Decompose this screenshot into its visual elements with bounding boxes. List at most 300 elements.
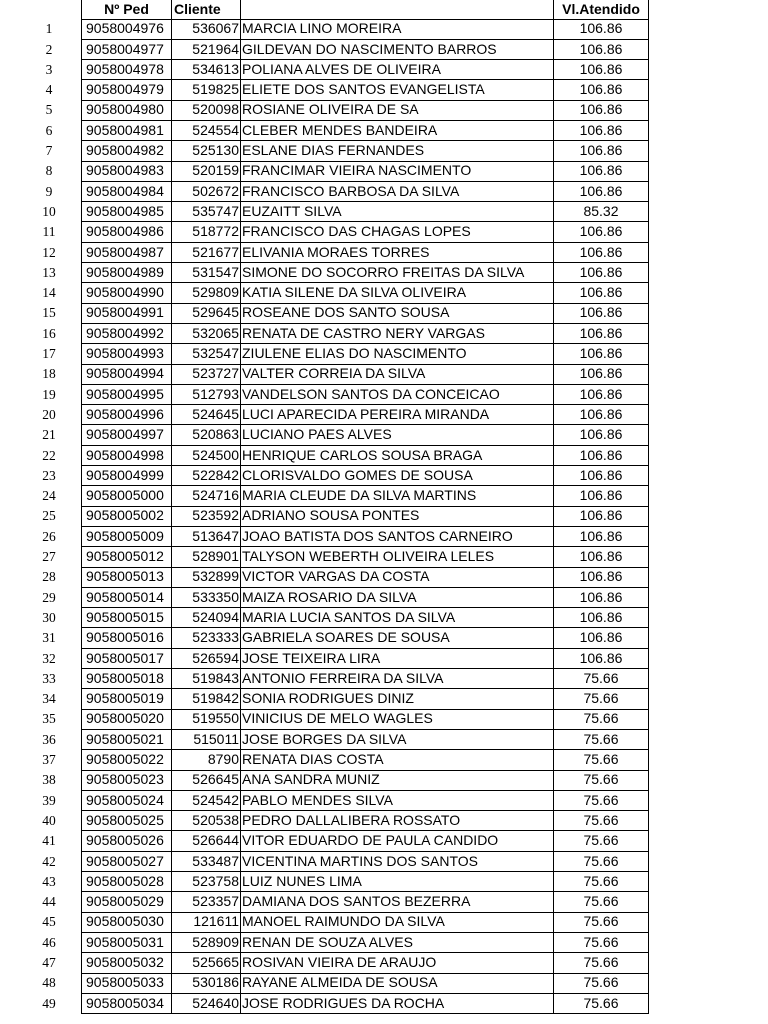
table-row: [0, 994, 768, 1015]
client-id-cell: 519825: [172, 80, 241, 100]
order-number-cell: 9058004983: [82, 161, 172, 181]
client-id-cell: 520159: [172, 161, 241, 181]
client-name-cell: HENRIQUE CARLOS SOUSA BRAGA: [241, 446, 554, 466]
order-number-cell: 9058004986: [82, 222, 172, 242]
table-row: [0, 202, 768, 223]
client-name-cell: RENAN DE SOUZA ALVES: [241, 933, 554, 953]
order-number-cell: 9058004997: [82, 425, 172, 445]
table-row: [0, 364, 768, 385]
order-number-cell: 9058004980: [82, 100, 172, 120]
row-number: 31: [42, 630, 56, 646]
order-number-cell: 9058005030: [82, 912, 172, 932]
table-row: [0, 567, 768, 588]
row-number: 16: [42, 325, 56, 341]
client-name-cell: ZIULENE ELIAS DO NASCIMENTO: [241, 344, 554, 364]
row-grid: [81, 872, 649, 893]
client-name-cell: RAYANE ALMEIDA DE SOUSA: [241, 973, 554, 993]
row-number: 35: [42, 711, 56, 727]
order-number-cell: 9058004998: [82, 446, 172, 466]
table-row: [0, 912, 768, 933]
client-name-cell: VALTER CORREIA DA SILVA: [241, 364, 554, 384]
client-id-cell: 533487: [172, 852, 241, 872]
client-name-cell: POLIANA ALVES DE OLIVEIRA: [241, 60, 554, 80]
table-row: [0, 547, 768, 568]
row-grid: [81, 364, 649, 385]
amount-cell: 106.86: [554, 121, 649, 141]
client-name-cell: FRANCISCO BARBOSA DA SILVA: [241, 182, 554, 202]
table-row: [0, 243, 768, 264]
client-name-cell: MAIZA ROSARIO DA SILVA: [241, 588, 554, 608]
order-number-cell: 9058004993: [82, 344, 172, 364]
row-number: 18: [42, 366, 56, 382]
row-grid: [81, 567, 649, 588]
row-grid: [81, 831, 649, 852]
client-name-cell: ADRIANO SOUSA PONTES: [241, 506, 554, 526]
row-number: 34: [42, 691, 56, 707]
order-number-cell: 9058005025: [82, 811, 172, 831]
client-name-cell: SONIA RODRIGUES DINIZ: [241, 689, 554, 709]
client-id-cell: 524500: [172, 446, 241, 466]
client-name-cell: KATIA SILENE DA SILVA OLIVEIRA: [241, 283, 554, 303]
client-id-cell: 529645: [172, 303, 241, 323]
order-number-cell: 9058004994: [82, 364, 172, 384]
order-number-cell: 9058004991: [82, 303, 172, 323]
table-row: [0, 385, 768, 406]
amount-cell: 106.86: [554, 161, 649, 181]
row-grid: [81, 892, 649, 913]
header-client: Cliente: [172, 0, 241, 20]
client-name-cell: TALYSON WEBERTH OLIVEIRA LELES: [241, 547, 554, 567]
table-row: [0, 425, 768, 446]
order-number-cell: 9058004976: [82, 19, 172, 39]
table-header-row: [0, 0, 768, 21]
header-grid: [81, 0, 649, 20]
header-amount: Vl.Atendido: [554, 0, 649, 20]
order-number-cell: 9058005022: [82, 750, 172, 770]
table-row: [0, 831, 768, 852]
amount-cell: 106.86: [554, 182, 649, 202]
row-number: 48: [42, 975, 56, 991]
order-number-cell: 9058004984: [82, 182, 172, 202]
client-id-cell: 515011: [172, 730, 241, 750]
client-id-cell: 520538: [172, 811, 241, 831]
client-name-cell: ROSEANE DOS SANTO SOUSA: [241, 303, 554, 323]
client-name-cell: ELIVANIA MORAES TORRES: [241, 243, 554, 263]
row-grid: [81, 222, 649, 243]
client-name-cell: ANTONIO FERREIRA DA SILVA: [241, 669, 554, 689]
client-name-cell: RENATA DIAS COSTA: [241, 750, 554, 770]
row-number: 9: [45, 183, 53, 199]
client-name-cell: LUIZ NUNES LIMA: [241, 872, 554, 892]
row-number: 23: [42, 467, 56, 483]
client-name-cell: GABRIELA SOARES DE SOUSA: [241, 628, 554, 648]
amount-cell: 106.86: [554, 344, 649, 364]
table-row: [0, 709, 768, 730]
client-name-cell: GILDEVAN DO NASCIMENTO BARROS: [241, 40, 554, 60]
table-row: [0, 527, 768, 548]
row-number: 4: [45, 82, 53, 98]
row-number: 32: [42, 650, 56, 666]
row-grid: [81, 730, 649, 751]
client-name-cell: CLORISVALDO GOMES DE SOUSA: [241, 466, 554, 486]
row-number: 14: [42, 285, 56, 301]
table-row: [0, 344, 768, 365]
row-number: 36: [42, 731, 56, 747]
row-grid: [81, 263, 649, 284]
client-id-cell: 513647: [172, 527, 241, 547]
row-grid: [81, 40, 649, 61]
row-grid: [81, 60, 649, 81]
row-grid: [81, 588, 649, 609]
order-number-cell: 9058005024: [82, 791, 172, 811]
client-name-cell: ESLANE DIAS FERNANDES: [241, 141, 554, 161]
order-number-cell: 9058005034: [82, 994, 172, 1014]
row-number: 44: [42, 894, 56, 910]
amount-cell: 106.86: [554, 263, 649, 283]
row-number: 1: [45, 21, 53, 37]
client-id-cell: 533350: [172, 588, 241, 608]
client-name-cell: DAMIANA DOS SANTOS BEZERRA: [241, 892, 554, 912]
row-grid: [81, 324, 649, 345]
client-id-cell: 523727: [172, 364, 241, 384]
table-row: [0, 892, 768, 913]
amount-cell: 75.66: [554, 831, 649, 851]
client-id-cell: 534613: [172, 60, 241, 80]
amount-cell: 106.86: [554, 588, 649, 608]
client-name-cell: VITOR EDUARDO DE PAULA CANDIDO: [241, 831, 554, 851]
table-row: [0, 446, 768, 467]
row-number: 10: [42, 203, 56, 219]
order-number-cell: 9058005021: [82, 730, 172, 750]
client-name-cell: FRANCIMAR VIEIRA NASCIMENTO: [241, 161, 554, 181]
row-grid: [81, 80, 649, 101]
table-row: [0, 608, 768, 629]
row-number: 42: [42, 853, 56, 869]
client-name-cell: FRANCISCO DAS CHAGAS LOPES: [241, 222, 554, 242]
row-grid: [81, 547, 649, 568]
client-id-cell: 522842: [172, 466, 241, 486]
table-row: [0, 100, 768, 121]
table-row: [0, 486, 768, 507]
order-number-cell: 9058005014: [82, 588, 172, 608]
amount-cell: 75.66: [554, 791, 649, 811]
row-number: 37: [42, 752, 56, 767]
client-id-cell: 530186: [172, 973, 241, 993]
client-id-cell: 518772: [172, 222, 241, 242]
order-number-cell: 9058004977: [82, 40, 172, 60]
row-number: 11: [42, 224, 56, 240]
client-id-cell: 523357: [172, 892, 241, 912]
amount-cell: 75.66: [554, 892, 649, 912]
client-name-cell: MANOEL RAIMUNDO DA SILVA: [241, 912, 554, 932]
table-row: [0, 182, 768, 203]
row-number: 3: [45, 61, 53, 77]
row-grid: [81, 506, 649, 527]
amount-cell: 75.66: [554, 709, 649, 729]
client-id-cell: 523758: [172, 872, 241, 892]
amount-cell: 106.86: [554, 19, 649, 39]
client-name-cell: EUZAITT SILVA: [241, 202, 554, 222]
row-grid: [81, 649, 649, 670]
order-number-cell: 9058004987: [82, 243, 172, 263]
amount-cell: 106.86: [554, 303, 649, 323]
amount-cell: 75.66: [554, 933, 649, 953]
client-name-cell: RENATA DE CASTRO NERY VARGAS: [241, 324, 554, 344]
client-id-cell: 512793: [172, 385, 241, 405]
client-id-cell: 528909: [172, 933, 241, 953]
client-name-cell: VICTOR VARGAS DA COSTA: [241, 567, 554, 587]
client-name-cell: LUCI APARECIDA PEREIRA MIRANDA: [241, 405, 554, 425]
client-name-cell: JOSE RODRIGUES DA ROCHA: [241, 994, 554, 1014]
order-number-cell: 9058005000: [82, 486, 172, 506]
table-row: [0, 161, 768, 182]
order-number-cell: 9058004996: [82, 405, 172, 425]
client-id-cell: 526644: [172, 831, 241, 851]
order-number-cell: 9058005027: [82, 852, 172, 872]
table-row: [0, 121, 768, 142]
row-number: 38: [42, 772, 56, 788]
row-number: 33: [42, 670, 56, 686]
client-id-cell: 523592: [172, 506, 241, 526]
amount-cell: 106.86: [554, 527, 649, 547]
table-row: [0, 40, 768, 61]
client-name-cell: VANDELSON SANTOS DA CONCEICAO: [241, 385, 554, 405]
order-number-cell: 9058005026: [82, 831, 172, 851]
client-name-cell: ELIETE DOS SANTOS EVANGELISTA: [241, 80, 554, 100]
order-number-cell: 9058005029: [82, 892, 172, 912]
client-id-cell: 536067: [172, 19, 241, 39]
amount-cell: 106.86: [554, 547, 649, 567]
amount-cell: 106.86: [554, 466, 649, 486]
row-number: 45: [42, 914, 56, 930]
table-row: [0, 649, 768, 670]
row-number: 47: [42, 955, 56, 970]
amount-cell: 75.66: [554, 953, 649, 973]
amount-cell: 106.86: [554, 100, 649, 120]
row-grid: [81, 770, 649, 791]
order-number-cell: 9058004990: [82, 283, 172, 303]
amount-cell: 106.86: [554, 222, 649, 242]
amount-cell: 106.86: [554, 324, 649, 344]
client-name-cell: MARCIA LINO MOREIRA: [241, 19, 554, 39]
amount-cell: 85.32: [554, 202, 649, 222]
row-grid: [81, 283, 649, 304]
amount-cell: 75.66: [554, 852, 649, 872]
row-grid: [81, 243, 649, 264]
row-grid: [81, 709, 649, 730]
header-name: [241, 0, 554, 20]
row-grid: [81, 466, 649, 487]
table-row: [0, 770, 768, 791]
client-id-cell: 524645: [172, 405, 241, 425]
row-number: 27: [42, 549, 56, 564]
amount-cell: 106.86: [554, 405, 649, 425]
order-number-cell: 9058004979: [82, 80, 172, 100]
client-id-cell: 519550: [172, 709, 241, 729]
amount-cell: 106.86: [554, 364, 649, 384]
table-row: [0, 263, 768, 284]
row-grid: [81, 446, 649, 467]
row-grid: [81, 912, 649, 933]
client-name-cell: ROSIANE OLIVEIRA DE SA: [241, 100, 554, 120]
amount-cell: 106.86: [554, 446, 649, 466]
amount-cell: 106.86: [554, 385, 649, 405]
row-number: 2: [45, 41, 53, 57]
row-grid: [81, 852, 649, 873]
row-number: 49: [42, 995, 56, 1011]
client-id-cell: 519843: [172, 669, 241, 689]
order-number-cell: 9058004989: [82, 263, 172, 283]
table-row: [0, 669, 768, 690]
amount-cell: 106.86: [554, 425, 649, 445]
client-name-cell: LUCIANO PAES ALVES: [241, 425, 554, 445]
amount-cell: 106.86: [554, 486, 649, 506]
table-row: [0, 588, 768, 609]
amount-cell: 106.86: [554, 40, 649, 60]
order-number-cell: 9058005012: [82, 547, 172, 567]
row-grid: [81, 121, 649, 142]
row-grid: [81, 385, 649, 406]
table-row: [0, 80, 768, 101]
amount-cell: 75.66: [554, 770, 649, 790]
row-grid: [81, 811, 649, 832]
client-id-cell: 528901: [172, 547, 241, 567]
client-id-cell: 524716: [172, 486, 241, 506]
row-number: 8: [45, 163, 53, 179]
table-row: [0, 953, 768, 974]
row-grid: [81, 303, 649, 324]
row-number: 29: [42, 589, 56, 605]
order-number-cell: 9058005018: [82, 669, 172, 689]
table-row: [0, 324, 768, 345]
row-grid: [81, 791, 649, 812]
client-id-cell: 523333: [172, 628, 241, 648]
client-id-cell: 526645: [172, 770, 241, 790]
order-number-cell: 9058005002: [82, 506, 172, 526]
client-id-cell: 502672: [172, 182, 241, 202]
amount-cell: 106.86: [554, 649, 649, 669]
row-number: 20: [42, 406, 56, 422]
row-number: 19: [42, 386, 56, 402]
client-id-cell: 524542: [172, 791, 241, 811]
client-name-cell: MARIA LUCIA SANTOS DA SILVA: [241, 608, 554, 628]
row-grid: [81, 689, 649, 710]
client-id-cell: 535747: [172, 202, 241, 222]
row-grid: [81, 527, 649, 548]
row-grid: [81, 182, 649, 203]
order-number-cell: 9058005031: [82, 933, 172, 953]
client-name-cell: PEDRO DALLALIBERA ROSSATO: [241, 811, 554, 831]
row-grid: [81, 141, 649, 162]
row-number: 22: [42, 447, 56, 463]
amount-cell: 106.86: [554, 567, 649, 587]
order-number-cell: 9058004985: [82, 202, 172, 222]
row-grid: [81, 669, 649, 690]
row-number: 15: [42, 305, 56, 321]
header-order-number: Nº Ped: [82, 0, 172, 20]
order-number-cell: 9058004982: [82, 141, 172, 161]
row-grid: [81, 953, 649, 974]
row-number: 6: [45, 122, 53, 138]
row-grid: [81, 486, 649, 507]
order-number-cell: 9058005017: [82, 649, 172, 669]
amount-cell: 75.66: [554, 872, 649, 892]
order-number-cell: 9058005016: [82, 628, 172, 648]
client-id-cell: 524094: [172, 608, 241, 628]
client-id-cell: 521677: [172, 243, 241, 263]
client-id-cell: 521964: [172, 40, 241, 60]
amount-cell: 75.66: [554, 669, 649, 689]
client-id-cell: 520863: [172, 425, 241, 445]
table-row: [0, 811, 768, 832]
order-number-cell: 9058005020: [82, 709, 172, 729]
row-number: 13: [42, 264, 56, 280]
row-number: 40: [42, 812, 56, 828]
amount-cell: 75.66: [554, 730, 649, 750]
row-number: 46: [42, 934, 56, 950]
order-number-cell: 9058005033: [82, 973, 172, 993]
amount-cell: 106.86: [554, 283, 649, 303]
client-name-cell: VINICIUS DE MELO WAGLES: [241, 709, 554, 729]
row-number: 7: [45, 143, 53, 158]
order-number-cell: 9058005013: [82, 567, 172, 587]
client-name-cell: JOSE BORGES DA SILVA: [241, 730, 554, 750]
order-number-cell: 9058004992: [82, 324, 172, 344]
amount-cell: 75.66: [554, 994, 649, 1014]
row-number: 41: [42, 833, 56, 849]
row-grid: [81, 933, 649, 954]
amount-cell: 75.66: [554, 811, 649, 831]
order-number-cell: 9058005009: [82, 527, 172, 547]
client-id-cell: 525130: [172, 141, 241, 161]
row-grid: [81, 628, 649, 649]
client-name-cell: VICENTINA MARTINS DOS SANTOS: [241, 852, 554, 872]
table-row: [0, 506, 768, 527]
row-grid: [81, 608, 649, 629]
table-row: [0, 872, 768, 893]
client-id-cell: 532899: [172, 567, 241, 587]
table-row: [0, 405, 768, 426]
client-id-cell: 532065: [172, 324, 241, 344]
row-grid: [81, 973, 649, 994]
client-name-cell: ANA SANDRA MUNIZ: [241, 770, 554, 790]
table-row: [0, 852, 768, 873]
table-row: [0, 141, 768, 162]
row-grid: [81, 750, 649, 771]
client-id-cell: 519842: [172, 689, 241, 709]
row-grid: [81, 100, 649, 121]
client-name-cell: CLEBER MENDES BANDEIRA: [241, 121, 554, 141]
table-row: [0, 222, 768, 243]
amount-cell: 106.86: [554, 141, 649, 161]
row-number: 21: [42, 427, 56, 443]
client-name-cell: JOSE TEIXEIRA LIRA: [241, 649, 554, 669]
client-id-cell: 525665: [172, 953, 241, 973]
row-grid: [81, 425, 649, 446]
amount-cell: 106.86: [554, 60, 649, 80]
row-number: 24: [42, 488, 56, 504]
order-number-cell: 9058004978: [82, 60, 172, 80]
client-name-cell: SIMONE DO SOCORRO FREITAS DA SILVA: [241, 263, 554, 283]
row-number: 28: [42, 569, 56, 585]
table-row: [0, 933, 768, 954]
row-grid: [81, 405, 649, 426]
row-grid: [81, 344, 649, 365]
order-number-cell: 9058005032: [82, 953, 172, 973]
row-number: 26: [42, 528, 56, 544]
order-number-cell: 9058005023: [82, 770, 172, 790]
row-number: 39: [42, 792, 56, 808]
